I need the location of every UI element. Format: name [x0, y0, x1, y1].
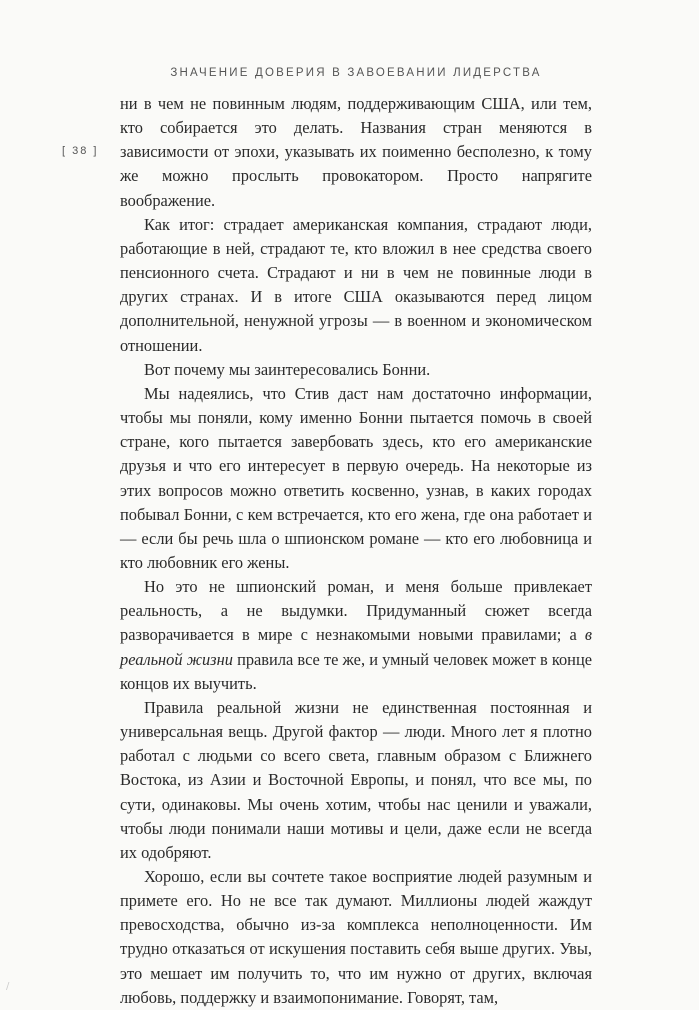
- paragraph: Правила реальной жизни не единственная постоянная и универсальная вещь. Другой фактор — люди. Много лет я плотно работал с людьми со всего света, главным образом с Ближнего Востока, из Азии и Восточной Европы, и понял, что все мы, по сути, одинаковы. Мы очень хотим, чтобы нас ценили и уважали, чтобы люди понимали наши мотивы и цели, даже если не всегда их одобряют.: [120, 697, 592, 862]
- body-text: [120, 92, 592, 1010]
- paragraph-text: Но это не шпионский роман, и меня больше привлекает реальность, а не выдумки. Придуманный сюжет всегда разворачивается в мире с незнакомыми новыми правилами; а: [120, 577, 592, 645]
- paragraph: ни в чем не повинным людям, поддерживающим США, или тем, кто собирается это делать. Названия стран меняются в зависимости от эпохи, указывать их поименно бесполезно, к тому же можно прослыть провокатором. Просто напрягите воображение.: [120, 94, 592, 210]
- paragraph: Хорошо, если вы сочтете такое восприятие людей разумным и примете его. Но не все так думают. Миллионы людей жаждут превосходства, обычно из-за комплекса неполноценности. Им трудно отказаться от искушения поставить себя выше других. Увы, это мешает им получить то, что им нужно от других, включая любовь, поддержку и взаимопонимание. Говорят, там,: [120, 867, 592, 1007]
- emphasis-text: в реальной жизни: [120, 625, 592, 669]
- corner-mark: /: [6, 981, 10, 992]
- paragraph: Как итог: страдает американская компания, страдают люди, работающие в ней, страдают те, кто вложил в нее средства своего пенсионного счета. Страдают и ни в чем не повинные люди в других странах. И в итоге США оказываются перед лицом дополнительной, ненужной угрозы — в военном и экономическом отношении.: [120, 214, 592, 355]
- paragraph-text: правила все те же, и умный человек может в конце концов их выучить.: [120, 649, 592, 693]
- paragraph: Вот почему мы заинтересовались Бонни.: [144, 359, 431, 379]
- paragraph: Мы надеялись, что Стив даст нам достаточно информации, чтобы мы поняли, кому именно Бонни пытается помочь в своей стране, кого пытается завербовать здесь, кто его американские друзья и что его интересует в первую очередь. На некоторые из этих вопросов можно ответить косвенно, узнав, в каких городах побывал Бонни, с кем встречается, кто его жена, где она работает и — если бы речь шла о шпионском романе — кто его любовница и кто любовник его жены.: [120, 383, 592, 572]
- paragraph: [120, 575, 592, 696]
- running-head: ЗНАЧЕНИЕ ДОВЕРИЯ В ЗАВОЕВАНИИ ЛИДЕРСТВА: [170, 67, 542, 79]
- page-number: [ 38 ]: [62, 145, 99, 157]
